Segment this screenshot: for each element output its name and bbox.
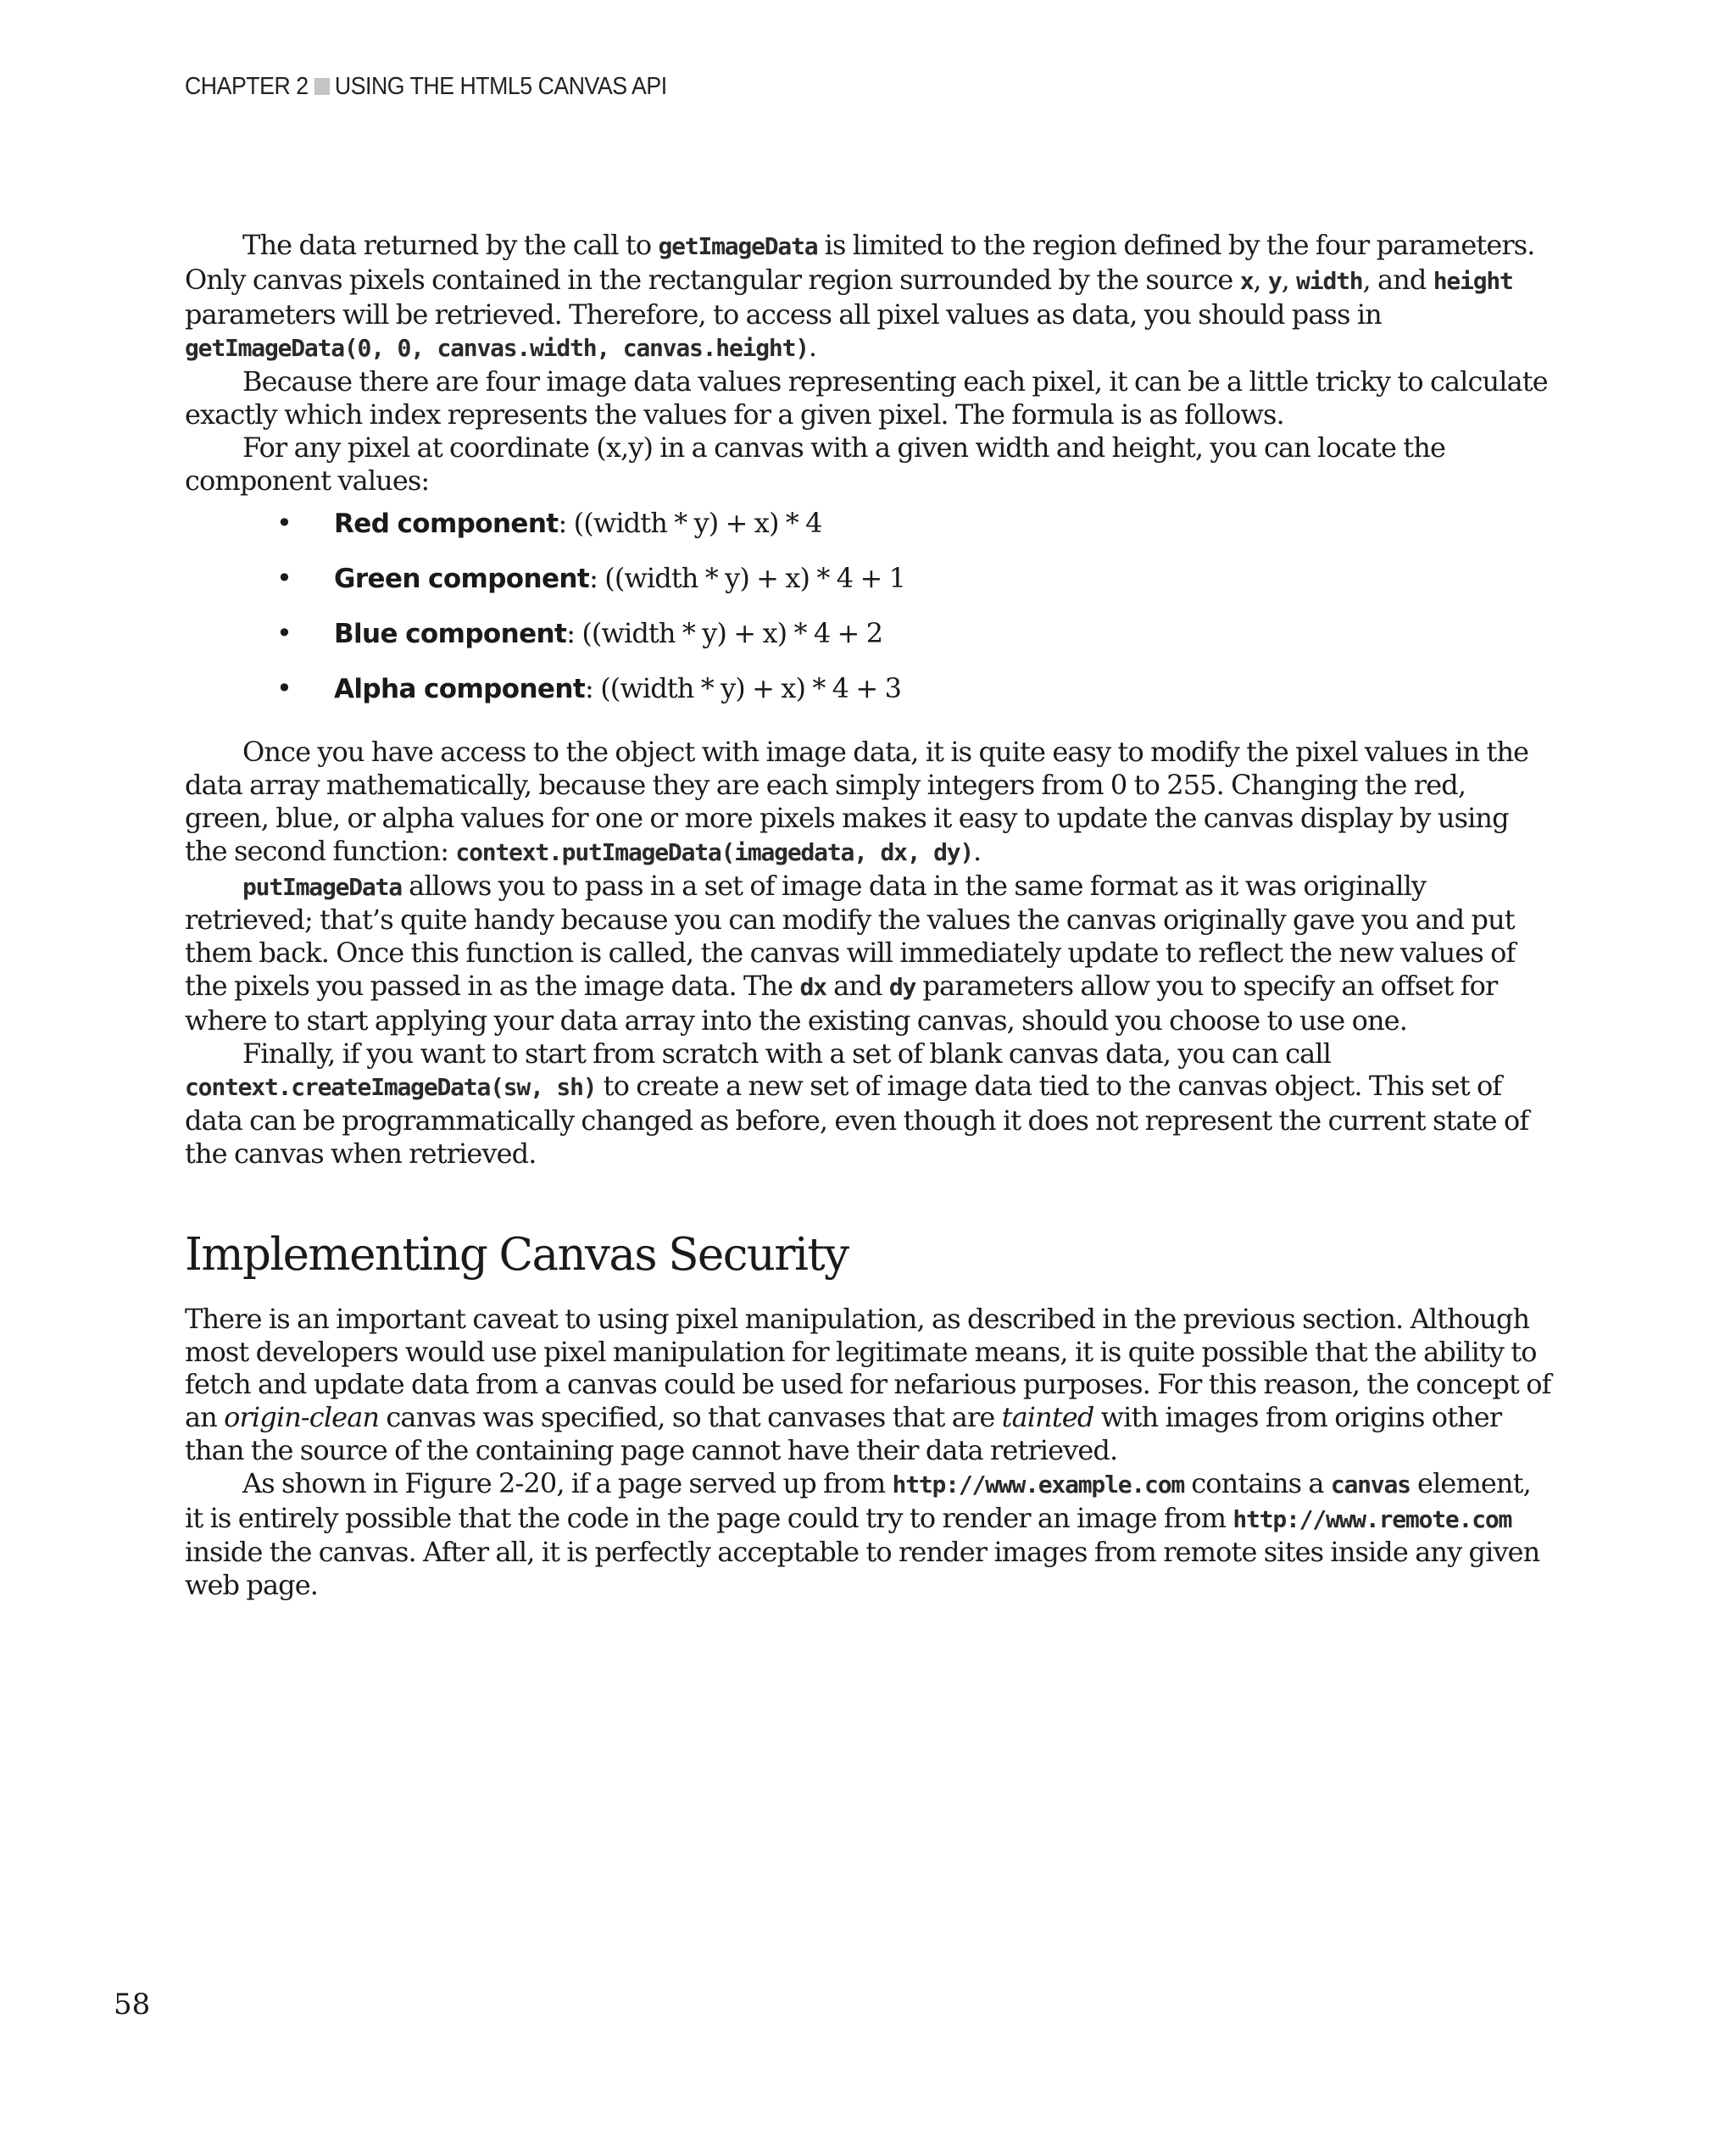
- inline-code: getImageData: [658, 232, 818, 260]
- inline-code: height: [1433, 266, 1513, 295]
- paragraph-createimagedata: [185, 1037, 1551, 1171]
- page-number: 58: [114, 1988, 151, 2021]
- inline-code: canvas: [1330, 1470, 1410, 1499]
- inline-code: y: [1267, 266, 1282, 295]
- square-separator-icon: [314, 78, 330, 95]
- text-run: allows you to pass in a set of image data in the same format as it was originally retrieved; that’s quite handy because you can modify the values the canvas originally gave you and put them back. Once this function is called, the canvas will immediately update to reflect the new values of the pixels you passed in as the image data. The: [185, 869, 1516, 1002]
- chapter-label: CHAPTER 2: [185, 73, 309, 100]
- bullet-icon: •: [276, 562, 292, 595]
- component-term: Green component: [334, 564, 590, 595]
- component-formula: : ((width * y) + x) * 4 + 2: [566, 617, 883, 650]
- paragraph-security-caveat: [185, 1303, 1551, 1467]
- component-term: Alpha component: [334, 674, 586, 705]
- inline-code: getImageData(0, 0, canvas.width, canvas.height): [185, 334, 809, 363]
- emphasis: tainted: [1001, 1401, 1094, 1434]
- text-run: parameters allow you to specify an offset for where to start applying your data array into the existing canvas, should you choose to use one.: [185, 969, 1498, 1037]
- inline-code: putImageData: [242, 872, 402, 901]
- inline-code: http://www.example.com: [892, 1470, 1185, 1499]
- inline-code: width: [1296, 266, 1363, 295]
- component-term: Blue component: [334, 619, 567, 650]
- paragraph-pixel-coordinate: For any pixel at coordinate (x,y) in a canvas with a given width and height, you can locate the component values:: [185, 431, 1446, 497]
- text-run: parameters will be retrieved. Therefore, to access all pixel values as data, you should pass in: [185, 298, 1382, 331]
- text-run: .: [808, 331, 817, 364]
- section-heading: Implementing Canvas Security: [185, 1228, 849, 1281]
- text-run: The data returned by the call to: [242, 229, 659, 261]
- bullet-icon: •: [276, 507, 292, 540]
- text-run: and: [826, 969, 889, 1002]
- text-run: There is an important caveat to using pixel manipulation, as described in the previous section. Although most developers would use pixel manipulation for legitimate means, it is quite possible that the ability to fetch and update data from a canvas could be used for nefarious purposes. For this reason, the concept of an: [185, 1302, 1551, 1434]
- text-run: inside the canvas. After all, it is perfectly acceptable to render images from remote sites inside any given web page.: [185, 1536, 1540, 1602]
- component-term: Red component: [334, 509, 559, 540]
- inline-code: x: [1239, 266, 1254, 295]
- text-run: , and: [1362, 263, 1433, 296]
- text-run: As shown in Figure 2-20, if a page served up from: [242, 1466, 893, 1499]
- body-text: [185, 229, 1551, 1602]
- paragraph-putimagedata: [185, 870, 1551, 1037]
- inline-code: http://www.remote.com: [1232, 1504, 1512, 1533]
- component-formula: : ((width * y) + x) * 4 + 3: [585, 672, 902, 705]
- list-item: [185, 562, 1551, 617]
- chapter-title: USING THE HTML5 CANVAS API: [334, 73, 667, 100]
- text-run: contains a: [1184, 1466, 1331, 1499]
- text-run: .: [973, 834, 982, 867]
- inline-code: dy: [888, 972, 916, 1001]
- text-run: canvas was specified, so that canvases that are: [379, 1401, 1002, 1434]
- emphasis: origin-clean: [224, 1401, 380, 1434]
- list-item: [185, 617, 1551, 672]
- component-formula: : ((width * y) + x) * 4 + 1: [589, 562, 906, 595]
- inline-code: context.putImageData(imagedata, dx, dy): [455, 837, 974, 866]
- bullet-icon: •: [276, 617, 292, 650]
- running-header: [185, 73, 667, 101]
- component-formula: : ((width * y) + x) * 4: [558, 507, 822, 540]
- list-item: [185, 672, 1551, 727]
- paragraph-modify-pixels: [185, 736, 1551, 869]
- text-run: element, it is entirely possible that the code in the page could try to render an image from: [185, 1466, 1531, 1534]
- paragraph-figure-reference: [185, 1467, 1551, 1602]
- text-run: to create a new set of image data tied to the canvas object. This set of data can be programmatically changed as before, even though it does not represent the current state of the canvas when retrieved.: [185, 1070, 1529, 1170]
- text-run: ,: [1281, 263, 1297, 296]
- text-run: ,: [1253, 263, 1268, 296]
- inline-code: dx: [799, 972, 826, 1001]
- paragraph-index-formula-intro: Because there are four image data values representing each pixel, it can be a little tricky to calculate exactly which index represents the values for a given pixel. The formula is as follows.: [185, 365, 1548, 431]
- list-item: [185, 507, 1551, 562]
- text-run: Once you have access to the object with image data, it is quite easy to modify the pixel values in the data array mathematically, because they are each simply integers from 0 to 255. Changing the red, green, blue, or alpha values for one or more pixels makes it easy to update the canvas display by using the second function:: [185, 736, 1529, 867]
- component-formula-list: [185, 507, 1551, 727]
- bullet-icon: •: [276, 672, 292, 705]
- text-run: with images from origins other than the source of the containing page cannot have their data retrieved.: [185, 1401, 1502, 1466]
- text-run: is limited to the region defined by the four parameters. Only canvas pixels contained in the rectangular region surrounded by the source: [185, 229, 1535, 296]
- text-run: Finally, if you want to start from scratch with a set of blank canvas data, you can call: [242, 1037, 1331, 1070]
- paragraph-getimagedata-region: [185, 229, 1551, 365]
- inline-code: context.createImageData(sw, sh): [185, 1073, 597, 1102]
